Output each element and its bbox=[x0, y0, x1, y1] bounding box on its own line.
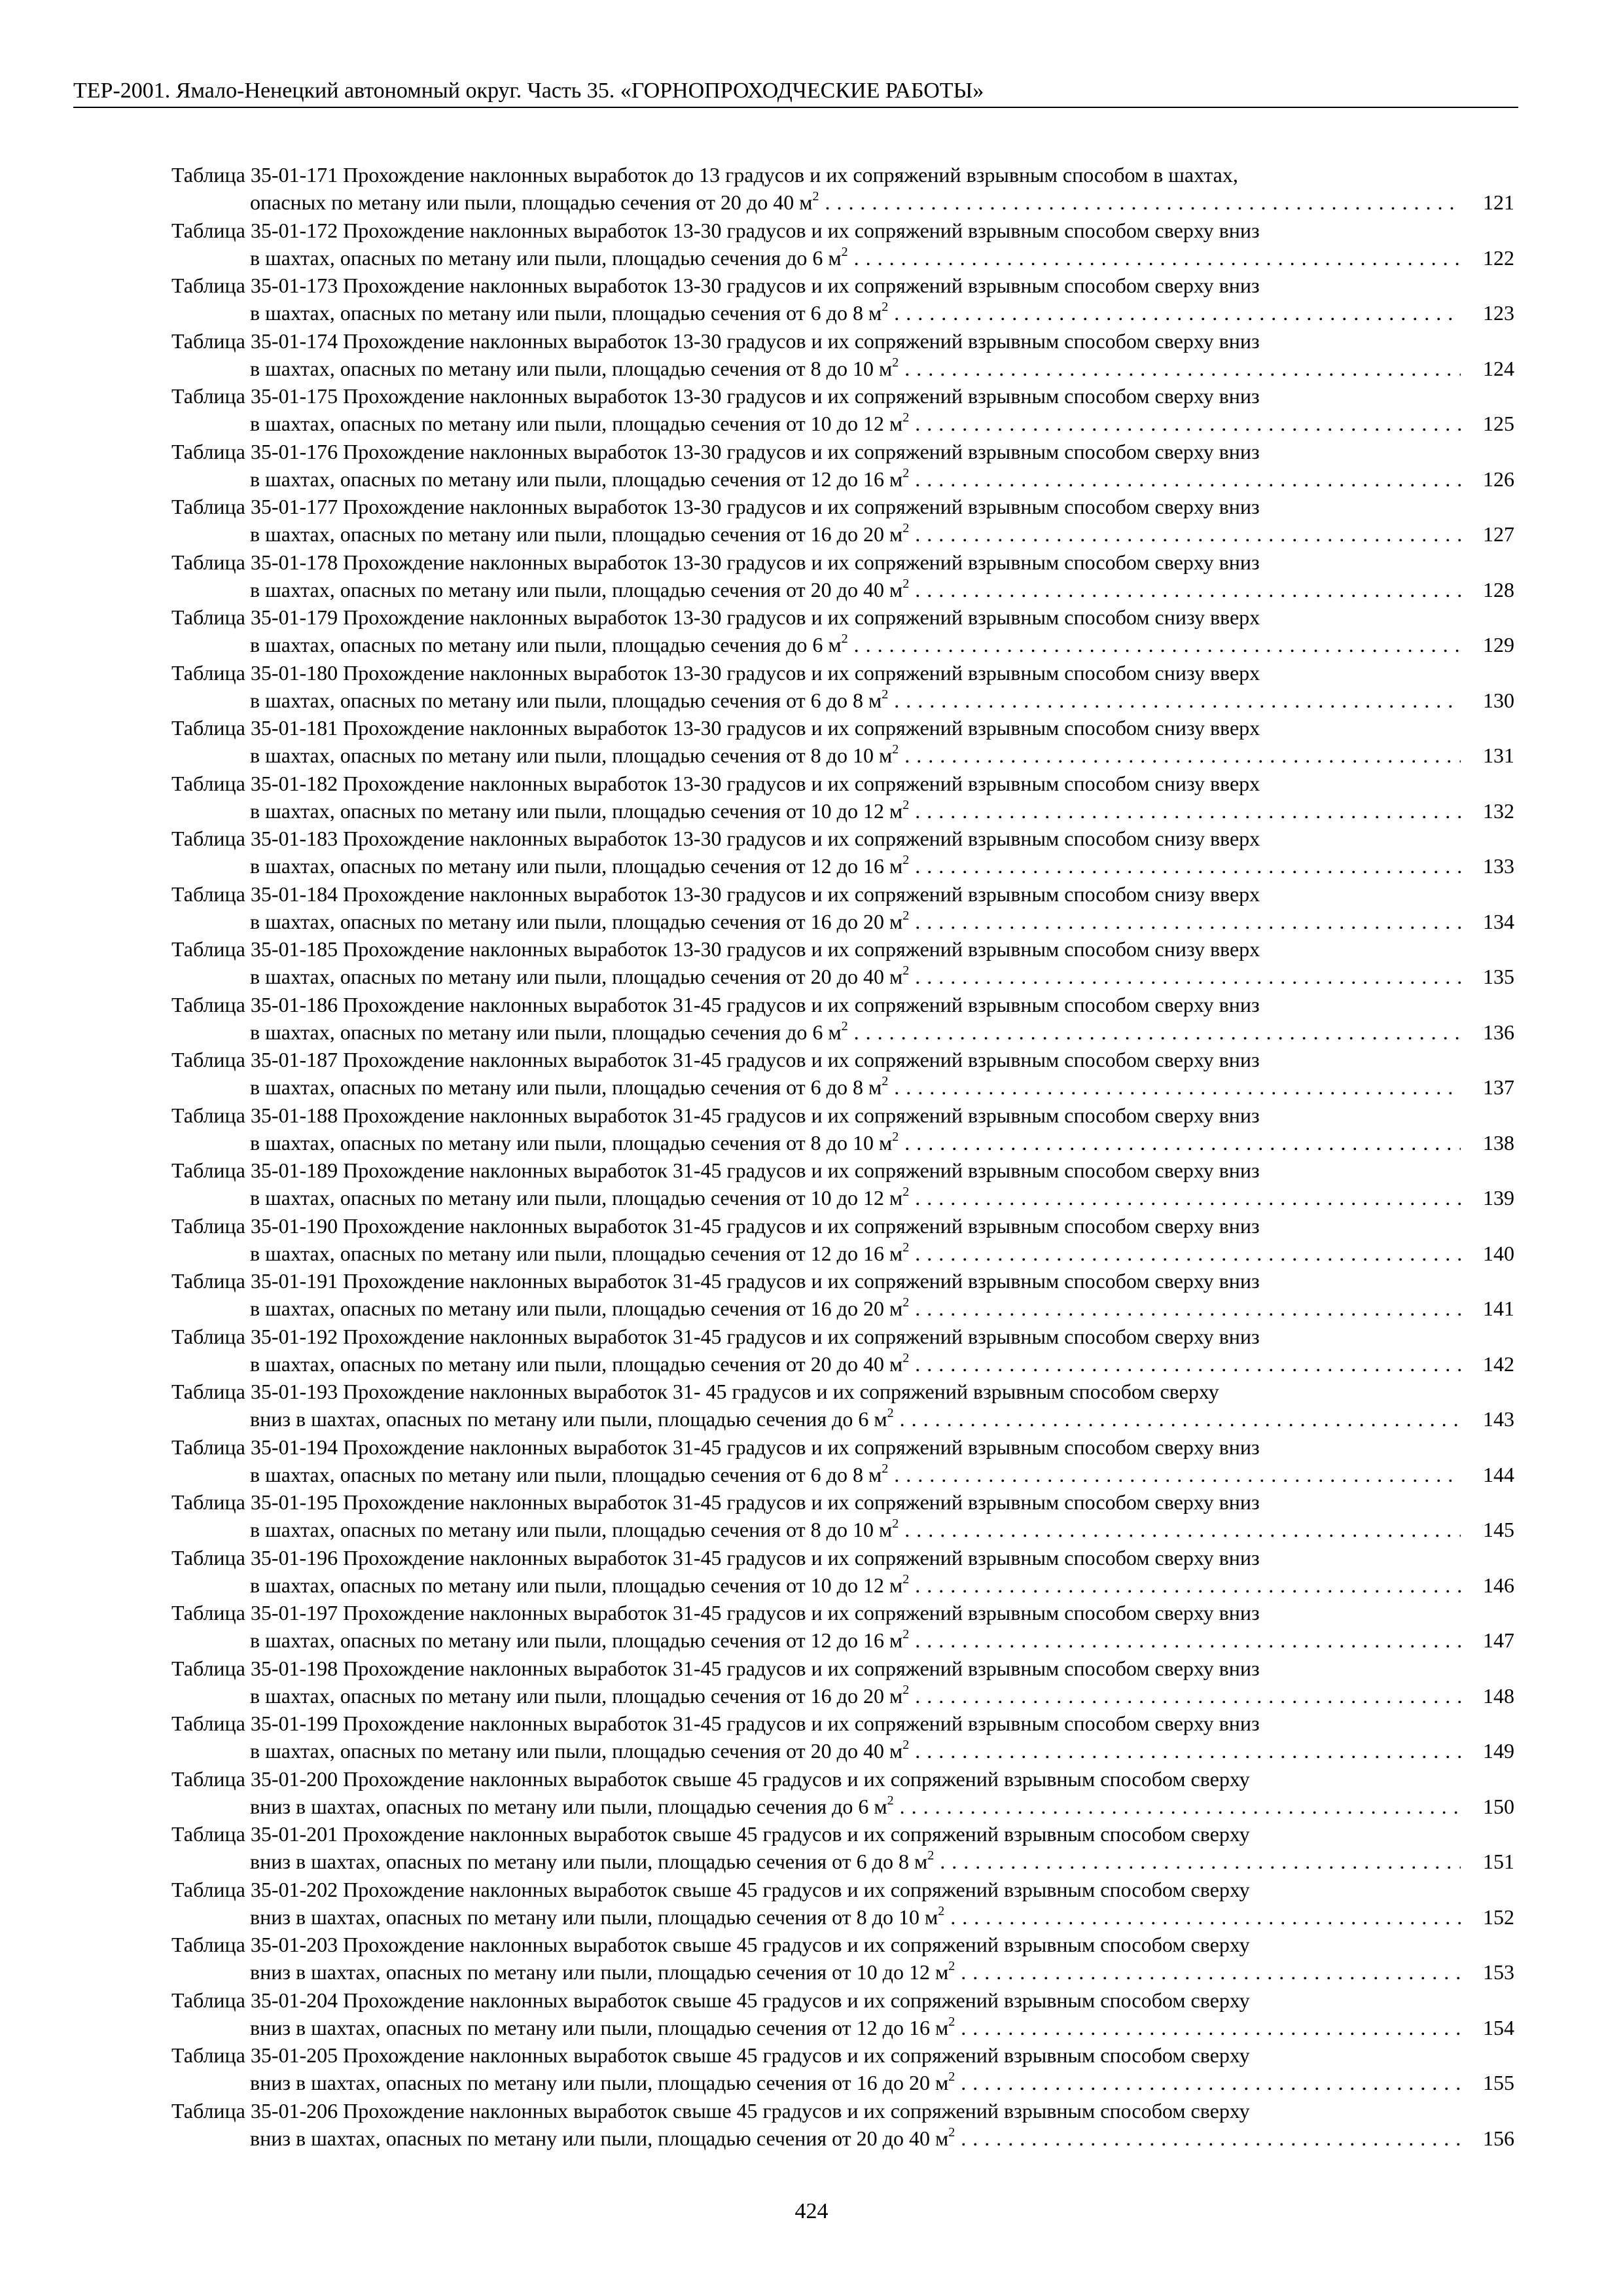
toc-entry-text: в шахтах, опасных по метану или пыли, площадью сечения от 16 до 20 м bbox=[250, 522, 903, 546]
toc-entry-page: 131 bbox=[1483, 744, 1514, 767]
toc-entry-leader-line bbox=[250, 1516, 1461, 1543]
toc-entry-text: в шахтах, опасных по метану или пыли, площадью сечения до 6 м bbox=[250, 633, 842, 656]
toc-entry-leader-line bbox=[250, 520, 1461, 548]
toc-entry-page: 132 bbox=[1483, 798, 1514, 823]
toc-entry-page: 130 bbox=[1483, 688, 1514, 712]
toc-entry-leader-line bbox=[250, 908, 1461, 935]
superscript-two: 2 bbox=[902, 465, 910, 480]
toc-entry-continuation bbox=[171, 852, 1514, 880]
toc-entry-page: 123 bbox=[1483, 301, 1514, 325]
toc-entry-leader-line bbox=[250, 1626, 1461, 1654]
toc-entry-leader-line bbox=[250, 1295, 1461, 1322]
toc-entry-continuation bbox=[171, 1350, 1514, 1378]
toc-entry-text: в шахтах, опасных по метану или пыли, площадью сечения от 12 до 16 м bbox=[250, 854, 903, 878]
toc-entry-text: вниз в шахтах, опасных по метану или пыли, площадью сечения от 6 до 8 м bbox=[250, 1850, 928, 1873]
superscript-two: 2 bbox=[948, 1959, 955, 1973]
toc-entry-text: в шахтах, опасных по метану или пыли, площадью сечения от 16 до 20 м bbox=[250, 909, 903, 933]
toc-entry-page: 139 bbox=[1483, 1186, 1514, 1210]
toc-entry-continuation bbox=[171, 1958, 1514, 1986]
toc-entry-page: 140 bbox=[1483, 1241, 1514, 1265]
toc-entry-continuation bbox=[171, 1848, 1514, 1875]
toc-entry-page: 144 bbox=[1483, 1462, 1514, 1486]
toc-entry-title: Таблица 35-01-187 Прохождение наклонных выработок 31-45 градусов и их сопряжений взрывным способом сверху вниз bbox=[171, 1048, 1260, 1071]
toc-entry-title: Таблица 35-01-189 Прохождение наклонных выработок 31-45 градусов и их сопряжений взрывным способом сверху вниз bbox=[171, 1158, 1260, 1182]
toc-entry-page: 133 bbox=[1483, 854, 1514, 878]
toc-entry-page: 141 bbox=[1483, 1297, 1514, 1320]
superscript-two: 2 bbox=[887, 1406, 894, 1420]
superscript-two: 2 bbox=[902, 1185, 910, 1199]
toc-entry-leader-line bbox=[250, 852, 1461, 880]
toc-entry-leader-line bbox=[250, 1571, 1461, 1599]
superscript-two: 2 bbox=[938, 1903, 945, 1918]
toc-entry-title: Таблица 35-01-179 Прохождение наклонных выработок 13-30 градусов и их сопряжений взрывным способом снизу вверх bbox=[171, 605, 1260, 629]
toc-entry[interactable] bbox=[171, 1212, 1514, 1268]
toc-entry[interactable] bbox=[171, 935, 1514, 991]
toc-entry[interactable] bbox=[171, 1157, 1514, 1212]
toc-entry[interactable] bbox=[171, 1267, 1514, 1323]
toc-entry[interactable] bbox=[171, 1931, 1514, 1986]
superscript-two: 2 bbox=[902, 1738, 910, 1752]
toc-entry-title: Таблица 35-01-177 Прохождение наклонных выработок 13-30 градусов и их сопряжений взрывным способом сверху вниз bbox=[171, 495, 1260, 518]
toc-entry-leader-line bbox=[250, 355, 1461, 382]
toc-entry-continuation bbox=[171, 1571, 1514, 1599]
toc-entry-leader-line bbox=[250, 963, 1461, 990]
toc-entry-title: Таблица 35-01-182 Прохождение наклонных выработок 13-30 градусов и их сопряжений взрывным способом снизу вверх bbox=[171, 771, 1260, 795]
superscript-two: 2 bbox=[902, 410, 910, 425]
toc-entry-title: Таблица 35-01-198 Прохождение наклонных выработок 31-45 градусов и их сопряжений взрывным способом сверху вниз bbox=[171, 1656, 1260, 1680]
toc-entry-title: Таблица 35-01-203 Прохождение наклонных выработок свыше 45 градусов и их сопряжений взрывным способом сверху bbox=[171, 1933, 1250, 1956]
superscript-two: 2 bbox=[902, 1350, 910, 1365]
toc-entry-title: Таблица 35-01-171 Прохождение наклонных выработок до 13 градусов и их сопряжений взрывным способом в шахтах, bbox=[171, 163, 1238, 187]
toc-entry-page: 134 bbox=[1483, 909, 1514, 933]
toc-entry-page: 129 bbox=[1483, 633, 1514, 656]
toc-entry-title: Таблица 35-01-204 Прохождение наклонных выработок свыше 45 градусов и их сопряжений взрывным способом сверху bbox=[171, 1988, 1250, 2012]
toc-entry-title: Таблица 35-01-196 Прохождение наклонных выработок 31-45 градусов и их сопряжений взрывным способом сверху вниз bbox=[171, 1545, 1260, 1570]
toc-entry-leader-line bbox=[250, 188, 1461, 216]
toc-entry-text: в шахтах, опасных по метану или пыли, площадью сечения от 6 до 8 м bbox=[250, 301, 882, 325]
toc-entry-title: Таблица 35-01-188 Прохождение наклонных выработок 31-45 градусов и их сопряжений взрывным способом сверху вниз bbox=[171, 1103, 1260, 1127]
toc-entry-page: 142 bbox=[1483, 1352, 1514, 1376]
toc-entry-title: Таблица 35-01-186 Прохождение наклонных выработок 31-45 градусов и их сопряжений взрывным способом сверху вниз bbox=[171, 992, 1260, 1016]
toc-entry-text: в шахтах, опасных по метану или пыли, площадью сечения от 10 до 12 м bbox=[250, 412, 903, 435]
toc-entry-text: в шахтах, опасных по метану или пыли, площадью сечения от 8 до 10 м bbox=[250, 356, 893, 380]
toc-entry[interactable] bbox=[171, 438, 1514, 493]
toc-entry-page: 155 bbox=[1483, 2071, 1514, 2094]
superscript-two: 2 bbox=[902, 797, 910, 812]
superscript-two: 2 bbox=[902, 576, 910, 591]
toc-entry-continuation bbox=[171, 1793, 1514, 1820]
toc-entry-title: Таблица 35-01-184 Прохождение наклонных выработок 13-30 градусов и их сопряжений взрывным способом снизу вверх bbox=[171, 882, 1260, 906]
toc-entry-title: Таблица 35-01-197 Прохождение наклонных выработок 31-45 градусов и их сопряжений взрывным способом сверху вниз bbox=[171, 1601, 1260, 1624]
toc-entry-continuation bbox=[171, 1516, 1514, 1543]
toc-entry-page: 127 bbox=[1483, 522, 1514, 546]
toc-entry-text: в шахтах, опасных по метану или пыли, площадью сечения от 12 до 16 м bbox=[250, 1241, 903, 1265]
toc-entry-title: Таблица 35-01-202 Прохождение наклонных выработок свыше 45 градусов и их сопряжений взрывным способом сверху bbox=[171, 1877, 1250, 1901]
toc-entry-title: Таблица 35-01-185 Прохождение наклонных выработок 13-30 градусов и их сопряжений взрывным способом снизу вверх bbox=[171, 937, 1260, 961]
superscript-two: 2 bbox=[882, 687, 889, 702]
toc-entry-text: в шахтах, опасных по метану или пыли, площадью сечения от 8 до 10 м bbox=[250, 1130, 893, 1155]
toc-entry-page: 121 bbox=[1483, 190, 1514, 214]
running-header: ТЕР-2001. Ямало-Ненецкий автономный округ. Часть 35. «ГОРНОПРОХОДЧЕСКИЕ РАБОТЫ» bbox=[73, 79, 984, 103]
table-of-contents bbox=[171, 161, 1514, 2152]
toc-entry[interactable] bbox=[171, 1046, 1514, 1102]
toc-entry-continuation bbox=[171, 355, 1514, 382]
toc-entry[interactable] bbox=[171, 714, 1514, 770]
toc-entry[interactable] bbox=[171, 1102, 1514, 1157]
toc-entry-text: в шахтах, опасных по метану или пыли, площадью сечения от 6 до 8 м bbox=[250, 688, 882, 712]
superscript-two: 2 bbox=[948, 2125, 955, 2140]
toc-entry[interactable] bbox=[171, 327, 1514, 383]
toc-entry-continuation bbox=[171, 520, 1514, 548]
toc-entry-text: в шахтах, опасных по метану или пыли, площадью сечения до 6 м bbox=[250, 1020, 842, 1044]
superscript-two: 2 bbox=[902, 521, 910, 535]
toc-entry-leader-line bbox=[250, 742, 1461, 769]
toc-entry-leader-line bbox=[250, 1350, 1461, 1378]
toc-entry[interactable] bbox=[171, 825, 1514, 880]
toc-entry-continuation bbox=[171, 687, 1514, 714]
toc-entry-text: в шахтах, опасных по метану или пыли, площадью сечения от 12 до 16 м bbox=[250, 1628, 903, 1652]
superscript-two: 2 bbox=[892, 1129, 899, 1144]
toc-entry-text: в шахтах, опасных по метану или пыли, площадью сечения от 10 до 12 м bbox=[250, 1573, 903, 1597]
toc-entry[interactable] bbox=[171, 2041, 1514, 2097]
toc-entry-continuation bbox=[171, 1682, 1514, 1710]
toc-entry-leader-line bbox=[250, 2014, 1461, 2041]
toc-entry-title: Таблица 35-01-174 Прохождение наклонных выработок 13-30 градусов и их сопряжений взрывным способом сверху вниз bbox=[171, 329, 1260, 353]
toc-entry-text: в шахтах, опасных по метану или пыли, площадью сечения от 10 до 12 м bbox=[250, 798, 903, 823]
toc-entry-title: Таблица 35-01-183 Прохождение наклонных выработок 13-30 градусов и их сопряжений взрывным способом снизу вверх bbox=[171, 827, 1260, 850]
toc-entry-leader-line bbox=[250, 299, 1461, 327]
toc-entry-text: вниз в шахтах, опасных по метану или пыли, площадью сечения от 10 до 12 м bbox=[250, 1960, 949, 1984]
toc-entry[interactable] bbox=[171, 548, 1514, 604]
toc-entry[interactable] bbox=[171, 1986, 1514, 2042]
toc-entry-leader-line bbox=[250, 687, 1461, 714]
superscript-two: 2 bbox=[902, 1571, 910, 1587]
superscript-two: 2 bbox=[812, 189, 819, 204]
toc-entry[interactable] bbox=[171, 1488, 1514, 1544]
toc-entry-page: 135 bbox=[1483, 965, 1514, 988]
toc-entry[interactable] bbox=[171, 880, 1514, 936]
toc-entry-title: Таблица 35-01-199 Прохождение наклонных выработок 31-45 градусов и их сопряжений взрывным способом сверху вниз bbox=[171, 1712, 1260, 1735]
toc-entry-page: 152 bbox=[1483, 1905, 1514, 1929]
toc-entry-leader-line bbox=[250, 410, 1461, 437]
toc-entry-continuation bbox=[171, 1737, 1514, 1765]
toc-entry[interactable] bbox=[171, 1323, 1514, 1378]
toc-entry-page: 148 bbox=[1483, 1683, 1514, 1708]
toc-entry-leader-line bbox=[250, 1240, 1461, 1267]
superscript-two: 2 bbox=[841, 244, 848, 259]
toc-entry[interactable] bbox=[171, 659, 1514, 715]
toc-entry[interactable] bbox=[171, 1378, 1514, 1433]
toc-entry[interactable] bbox=[171, 991, 1514, 1047]
toc-entry-leader-line bbox=[250, 797, 1461, 825]
toc-entry-continuation bbox=[171, 1018, 1514, 1046]
toc-entry-continuation bbox=[171, 908, 1514, 935]
toc-entry-text: в шахтах, опасных по метану или пыли, площадью сечения от 6 до 8 м bbox=[250, 1075, 882, 1099]
toc-entry-title: Таблица 35-01-200 Прохождение наклонных выработок свыше 45 градусов и их сопряжений взрывным способом сверху bbox=[171, 1767, 1250, 1791]
toc-entry-title: Таблица 35-01-194 Прохождение наклонных выработок 31-45 градусов и их сопряжений взрывным способом сверху вниз bbox=[171, 1435, 1260, 1459]
toc-entry-continuation bbox=[171, 2069, 1514, 2096]
toc-entry-continuation bbox=[171, 1129, 1514, 1157]
superscript-two: 2 bbox=[892, 1516, 899, 1531]
toc-entry-text: в шахтах, опасных по метану или пыли, площадью сечения от 20 до 40 м bbox=[250, 965, 903, 988]
toc-entry[interactable] bbox=[171, 382, 1514, 438]
toc-entry-continuation bbox=[171, 299, 1514, 327]
toc-entry-title: Таблица 35-01-192 Прохождение наклонных выработок 31-45 градусов и их сопряжений взрывным способом сверху вниз bbox=[171, 1324, 1260, 1348]
toc-entry-continuation bbox=[171, 1240, 1514, 1267]
toc-entry-leader-line bbox=[250, 1018, 1461, 1046]
toc-entry[interactable] bbox=[171, 493, 1514, 548]
toc-entry-title: Таблица 35-01-191 Прохождение наклонных выработок 31-45 градусов и их сопряжений взрывным способом сверху вниз bbox=[171, 1269, 1260, 1293]
toc-entry-page: 122 bbox=[1483, 245, 1514, 270]
superscript-two: 2 bbox=[882, 1461, 889, 1476]
toc-entry[interactable] bbox=[171, 217, 1514, 272]
toc-entry-text: в шахтах, опасных по метану или пыли, площадью сечения от 20 до 40 м bbox=[250, 577, 903, 601]
toc-entry-continuation bbox=[171, 742, 1514, 769]
superscript-two: 2 bbox=[882, 1074, 889, 1088]
superscript-two: 2 bbox=[902, 963, 910, 978]
toc-entry-continuation bbox=[171, 1184, 1514, 1211]
toc-entry-page: 147 bbox=[1483, 1628, 1514, 1652]
header-rule bbox=[73, 107, 1518, 108]
toc-entry-leader-line bbox=[250, 631, 1461, 658]
toc-entry-continuation bbox=[171, 797, 1514, 825]
toc-entry-title: Таблица 35-01-172 Прохождение наклонных выработок 13-30 градусов и их сопряжений взрывным способом сверху вниз bbox=[171, 218, 1260, 242]
toc-entry-continuation bbox=[171, 1295, 1514, 1322]
toc-entry-title: Таблица 35-01-205 Прохождение наклонных выработок свыше 45 градусов и их сопряжений взрывным способом сверху bbox=[171, 2043, 1250, 2067]
toc-entry-page: 126 bbox=[1483, 467, 1514, 491]
superscript-two: 2 bbox=[841, 632, 848, 646]
toc-entry-title: Таблица 35-01-180 Прохождение наклонных выработок 13-30 градусов и их сопряжений взрывным способом снизу вверх bbox=[171, 660, 1260, 685]
toc-entry-leader-line bbox=[250, 1903, 1461, 1931]
toc-entry[interactable] bbox=[171, 1433, 1514, 1489]
toc-entry-text: в шахтах, опасных по метану или пыли, площадью сечения от 16 до 20 м bbox=[250, 1683, 903, 1708]
toc-entry-page: 153 bbox=[1483, 1960, 1514, 1984]
superscript-two: 2 bbox=[902, 1627, 910, 1641]
toc-entry-continuation bbox=[171, 465, 1514, 493]
toc-entry-title: Таблица 35-01-190 Прохождение наклонных выработок 31-45 градусов и их сопряжений взрывным способом сверху вниз bbox=[171, 1213, 1260, 1238]
toc-entry-text: в шахтах, опасных по метану или пыли, площадью сечения от 20 до 40 м bbox=[250, 1739, 903, 1763]
toc-entry[interactable] bbox=[171, 1876, 1514, 1931]
toc-entry[interactable] bbox=[171, 1820, 1514, 1876]
toc-entry-continuation bbox=[171, 631, 1514, 658]
toc-entry-page: 156 bbox=[1483, 2126, 1514, 2150]
toc-entry-title: Таблица 35-01-195 Прохождение наклонных выработок 31-45 градусов и их сопряжений взрывным способом сверху вниз bbox=[171, 1490, 1260, 1514]
toc-entry-continuation bbox=[171, 1405, 1514, 1433]
toc-entry-leader-line bbox=[250, 576, 1461, 603]
toc-entry-page: 125 bbox=[1483, 412, 1514, 435]
toc-entry-page: 154 bbox=[1483, 2015, 1514, 2039]
superscript-two: 2 bbox=[882, 300, 889, 314]
toc-entry-page: 151 bbox=[1483, 1850, 1514, 1873]
toc-entry-continuation bbox=[171, 576, 1514, 603]
toc-entry-text: вниз в шахтах, опасных по метану или пыли, площадью сечения от 16 до 20 м bbox=[250, 2071, 949, 2094]
toc-entry-title: Таблица 35-01-181 Прохождение наклонных выработок 13-30 градусов и их сопряжений взрывным способом снизу вверх bbox=[171, 716, 1260, 740]
superscript-two: 2 bbox=[927, 1848, 935, 1863]
toc-entry[interactable] bbox=[171, 1599, 1514, 1655]
toc-entry-text: вниз в шахтах, опасных по метану или пыли, площадью сечения от 8 до 10 м bbox=[250, 1905, 938, 1929]
toc-entry-page: 150 bbox=[1483, 1794, 1514, 1818]
toc-entry-continuation bbox=[171, 1903, 1514, 1931]
superscript-two: 2 bbox=[841, 1018, 848, 1033]
toc-entry-text: в шахтах, опасных по метану или пыли, площадью сечения от 8 до 10 м bbox=[250, 1518, 893, 1541]
toc-entry-leader-line bbox=[250, 1184, 1461, 1211]
superscript-two: 2 bbox=[902, 908, 910, 923]
superscript-two: 2 bbox=[892, 742, 899, 757]
toc-entry-continuation bbox=[171, 188, 1514, 216]
superscript-two: 2 bbox=[902, 1240, 910, 1255]
toc-entry-leader-line bbox=[250, 1129, 1461, 1157]
toc-entry-continuation bbox=[171, 410, 1514, 437]
page-number: 424 bbox=[794, 2199, 829, 2223]
superscript-two: 2 bbox=[902, 1682, 910, 1697]
toc-entry-text: в шахтах, опасных по метану или пыли, площадью сечения до 6 м bbox=[250, 245, 842, 270]
toc-entry[interactable] bbox=[171, 770, 1514, 825]
superscript-two: 2 bbox=[902, 853, 910, 867]
superscript-two: 2 bbox=[892, 355, 899, 370]
toc-entry[interactable] bbox=[171, 603, 1514, 659]
toc-entry-text: в шахтах, опасных по метану или пыли, площадью сечения от 6 до 8 м bbox=[250, 1462, 882, 1486]
toc-entry-page: 149 bbox=[1483, 1739, 1514, 1763]
toc-entry-leader-line bbox=[250, 1682, 1461, 1710]
toc-entry-continuation bbox=[171, 1073, 1514, 1101]
toc-entry-leader-line bbox=[250, 1737, 1461, 1765]
toc-entry-page: 137 bbox=[1483, 1075, 1514, 1099]
toc-entry-text: опасных по метану или пыли, площадью сечения от 20 до 40 м bbox=[250, 190, 813, 214]
superscript-two: 2 bbox=[948, 2014, 955, 2029]
toc-entry-page: 128 bbox=[1483, 577, 1514, 601]
toc-entry[interactable] bbox=[171, 161, 1514, 217]
toc-entry-continuation bbox=[171, 244, 1514, 272]
toc-entry-text: в шахтах, опасных по метану или пыли, площадью сечения от 12 до 16 м bbox=[250, 467, 903, 491]
toc-entry-continuation bbox=[171, 2014, 1514, 2041]
toc-entry-title: Таблица 35-01-176 Прохождение наклонных выработок 13-30 градусов и их сопряжений взрывным способом сверху вниз bbox=[171, 439, 1260, 463]
superscript-two: 2 bbox=[948, 2070, 955, 2084]
toc-entry-leader-line bbox=[250, 2125, 1461, 2152]
toc-entry-leader-line bbox=[250, 1793, 1461, 1820]
toc-entry-leader-line bbox=[250, 1958, 1461, 1986]
toc-entry[interactable] bbox=[171, 1544, 1514, 1600]
toc-entry-continuation bbox=[171, 1461, 1514, 1488]
toc-entry-text: вниз в шахтах, опасных по метану или пыли, площадью сечения до 6 м bbox=[250, 1407, 887, 1431]
toc-entry-continuation bbox=[171, 2125, 1514, 2152]
toc-entry-text: вниз в шахтах, опасных по метану или пыли, площадью сечения от 20 до 40 м bbox=[250, 2126, 949, 2150]
toc-entry[interactable] bbox=[171, 1710, 1514, 1765]
toc-entry-page: 146 bbox=[1483, 1573, 1514, 1597]
toc-entry-leader-line bbox=[250, 465, 1461, 493]
toc-entry-text: в шахтах, опасных по метану или пыли, площадью сечения от 10 до 12 м bbox=[250, 1186, 903, 1210]
toc-entry-title: Таблица 35-01-193 Прохождение наклонных выработок 31- 45 градусов и их сопряжений взрывным способом сверху bbox=[171, 1380, 1219, 1403]
toc-entry-title: Таблица 35-01-206 Прохождение наклонных выработок свыше 45 градусов и их сопряжений взрывным способом сверху bbox=[171, 2098, 1250, 2123]
toc-entry-text: в шахтах, опасных по метану или пыли, площадью сечения от 8 до 10 м bbox=[250, 744, 893, 767]
toc-entry-leader-line bbox=[250, 1461, 1461, 1488]
toc-entry-title: Таблица 35-01-201 Прохождение наклонных выработок свыше 45 градусов и их сопряжений взрывным способом сверху bbox=[171, 1822, 1250, 1846]
toc-entry-leader-line bbox=[250, 1848, 1461, 1875]
toc-entry[interactable] bbox=[171, 272, 1514, 327]
toc-entry-leader-line bbox=[250, 244, 1461, 272]
toc-entry-page: 143 bbox=[1483, 1407, 1514, 1431]
toc-entry-title: Таблица 35-01-173 Прохождение наклонных выработок 13-30 градусов и их сопряжений взрывным способом сверху вниз bbox=[171, 274, 1260, 297]
toc-entry[interactable] bbox=[171, 1655, 1514, 1710]
toc-entry-page: 138 bbox=[1483, 1130, 1514, 1155]
superscript-two: 2 bbox=[887, 1793, 894, 1808]
toc-entry-page: 136 bbox=[1483, 1020, 1514, 1044]
toc-entry-text: в шахтах, опасных по метану или пыли, площадью сечения от 16 до 20 м bbox=[250, 1297, 903, 1320]
toc-entry[interactable] bbox=[171, 1765, 1514, 1821]
toc-entry-leader-line bbox=[250, 1405, 1461, 1433]
toc-entry-title: Таблица 35-01-175 Прохождение наклонных выработок 13-30 градусов и их сопряжений взрывным способом сверху вниз bbox=[171, 384, 1260, 408]
toc-entry-text: вниз в шахтах, опасных по метану или пыли, площадью сечения до 6 м bbox=[250, 1794, 887, 1818]
toc-entry-continuation bbox=[171, 963, 1514, 990]
toc-entry-text: вниз в шахтах, опасных по метану или пыли, площадью сечения от 12 до 16 м bbox=[250, 2015, 949, 2039]
toc-entry-text: в шахтах, опасных по метану или пыли, площадью сечения от 20 до 40 м bbox=[250, 1352, 903, 1376]
toc-entry-page: 124 bbox=[1483, 356, 1514, 380]
toc-entry-leader-line bbox=[250, 2069, 1461, 2096]
superscript-two: 2 bbox=[902, 1295, 910, 1310]
toc-entry-continuation bbox=[171, 1626, 1514, 1654]
toc-entry-title: Таблица 35-01-178 Прохождение наклонных выработок 13-30 градусов и их сопряжений взрывным способом сверху вниз bbox=[171, 550, 1260, 574]
toc-entry[interactable] bbox=[171, 2097, 1514, 2153]
toc-entry-leader-line bbox=[250, 1073, 1461, 1101]
toc-entry-page: 145 bbox=[1483, 1518, 1514, 1541]
